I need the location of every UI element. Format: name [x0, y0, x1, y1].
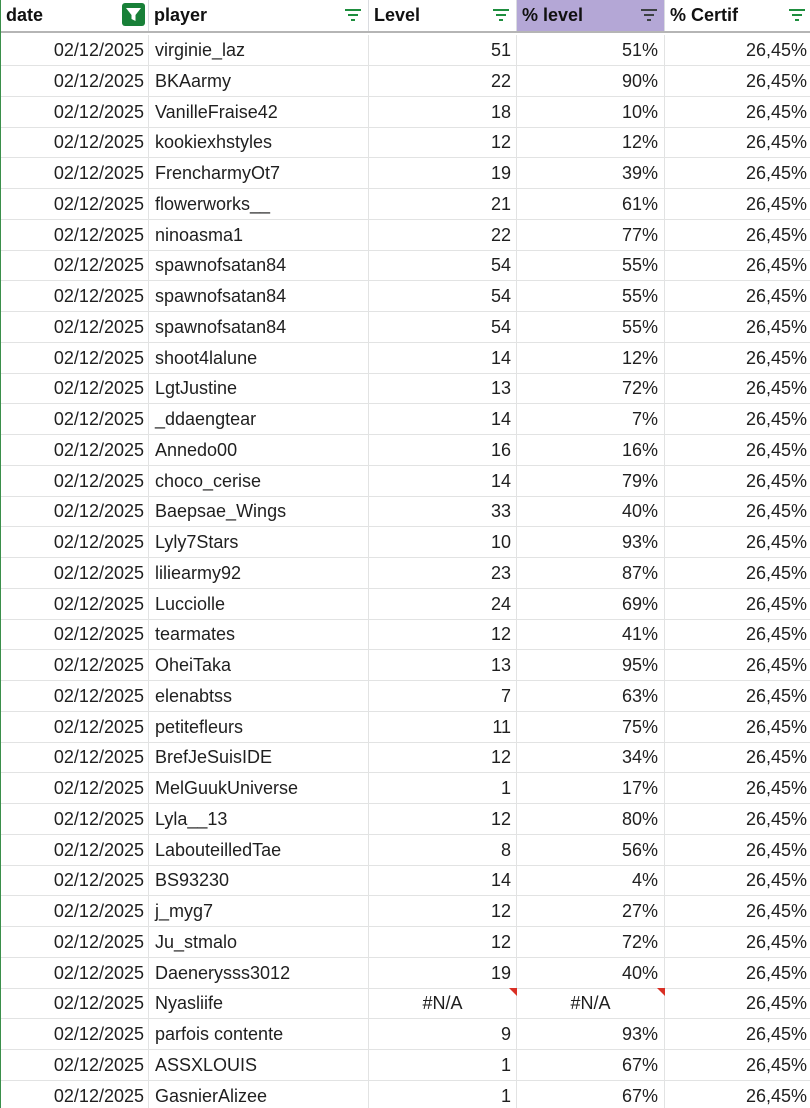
- cell-pct-certif[interactable]: 26,45%: [745, 501, 807, 522]
- cell-date[interactable]: 02/12/2025: [1, 835, 149, 865]
- error-marker: [369, 988, 517, 996]
- cell-pct-certif[interactable]: 26,45%: [745, 655, 807, 675]
- active-filter-button[interactable]: [122, 3, 145, 26]
- cell-date[interactable]: 02/12/2025: [1, 97, 149, 127]
- table-row: [1, 1050, 810, 1081]
- cell-pct-level[interactable]: 93%: [517, 527, 665, 557]
- cell-pct-certif[interactable]: 26,45%: [745, 439, 807, 460]
- cell-pct-certif[interactable]: 26,45%: [745, 316, 807, 337]
- cell-level[interactable]: 19: [369, 158, 517, 188]
- cell-level[interactable]: 8: [369, 835, 517, 865]
- cell-player[interactable]: spawnofsatan84: [149, 312, 369, 342]
- cell-pct-level[interactable]: 10%: [517, 97, 665, 127]
- column-header-pct-level[interactable]: [517, 0, 665, 31]
- cell-level[interactable]: 22: [369, 66, 517, 96]
- column-header-date[interactable]: [1, 0, 149, 31]
- cell-pct-certif[interactable]: 26,45%: [745, 962, 807, 983]
- cell-level[interactable]: 14: [369, 343, 517, 373]
- cell-level[interactable]: 9: [369, 1019, 517, 1049]
- cell-date[interactable]: 02/12/2025: [1, 158, 149, 188]
- cell-pct-certif[interactable]: 26,45%: [745, 132, 807, 153]
- table-row: [1, 343, 810, 374]
- cell-pct-certif[interactable]: 26,45%: [745, 778, 807, 798]
- cell-level[interactable]: #N/A: [369, 988, 517, 1018]
- cell-player[interactable]: Nyasliife: [149, 988, 369, 1018]
- cell-player[interactable]: parfois contente: [149, 1019, 369, 1049]
- table-row: [1, 189, 810, 220]
- cell-pct-level[interactable]: 90%: [517, 66, 665, 96]
- cell-player[interactable]: choco_cerise: [149, 466, 369, 496]
- cell-date[interactable]: 02/12/2025: [1, 742, 149, 772]
- column-header-label: player: [154, 5, 208, 25]
- cell-player[interactable]: flowerworks__: [149, 189, 369, 219]
- table-row: [1, 220, 810, 251]
- cell-pct-level[interactable]: 41%: [517, 619, 665, 649]
- filter-lines-icon[interactable]: [345, 8, 361, 22]
- cell-pct-certif[interactable]: 26,45%: [745, 716, 807, 737]
- cell-date[interactable]: 02/12/2025: [1, 712, 149, 742]
- cell-pct-certif[interactable]: 26,45%: [745, 993, 807, 1014]
- cell-pct-certif[interactable]: 26,45%: [745, 409, 807, 429]
- cell-player[interactable]: OheiTaka: [149, 650, 369, 680]
- cell-date[interactable]: 02/12/2025: [1, 127, 149, 157]
- table-row: [1, 127, 810, 158]
- cell-player[interactable]: elenabtss: [149, 681, 369, 711]
- cell-date[interactable]: 02/12/2025: [1, 927, 149, 957]
- table-row: [1, 496, 810, 527]
- cell-pct-level[interactable]: 93%: [517, 1019, 665, 1049]
- cell-player[interactable]: GasnierAlizee: [149, 1081, 369, 1108]
- cell-level[interactable]: 16: [369, 435, 517, 465]
- filter-lines-icon[interactable]: [789, 8, 805, 22]
- table-row: [1, 988, 810, 1019]
- column-header-label: % Certif: [670, 5, 739, 25]
- cell-pct-level[interactable]: 77%: [517, 220, 665, 250]
- cell-pct-level[interactable]: 72%: [517, 373, 665, 403]
- cell-level[interactable]: 54: [369, 250, 517, 280]
- cell-pct-level[interactable]: 80%: [517, 804, 665, 834]
- cell-player[interactable]: BKAarmy: [149, 66, 369, 96]
- cell-level[interactable]: 1: [369, 1050, 517, 1080]
- cell-level[interactable]: 18: [369, 97, 517, 127]
- cell-player[interactable]: MelGuukUniverse: [149, 773, 369, 803]
- cell-pct-level[interactable]: 40%: [517, 496, 665, 526]
- cell-date[interactable]: 02/12/2025: [1, 896, 149, 926]
- cell-pct-level[interactable]: 4%: [517, 865, 665, 895]
- table-row: [1, 619, 810, 650]
- table-row: [1, 373, 810, 404]
- filter-lines-icon[interactable]: [493, 8, 509, 22]
- column-header-label: % level: [522, 5, 584, 25]
- cell-pct-level[interactable]: 12%: [517, 343, 665, 373]
- table-row: [1, 558, 810, 589]
- cell-player[interactable]: liliearmy92: [149, 558, 369, 588]
- cell-pct-level[interactable]: 7%: [517, 404, 665, 434]
- cell-pct-level[interactable]: 55%: [517, 281, 665, 311]
- cell-pct-certif[interactable]: 26,45%: [745, 685, 807, 706]
- cell-level[interactable]: 11: [369, 712, 517, 742]
- cell-pct-certif[interactable]: 26,45%: [745, 101, 807, 122]
- cell-pct-level[interactable]: 16%: [517, 435, 665, 465]
- cell-pct-certif[interactable]: 26,45%: [745, 901, 807, 921]
- cell-pct-level[interactable]: 40%: [517, 958, 665, 988]
- table-row: [1, 435, 810, 466]
- cell-pct-certif[interactable]: 26,45%: [745, 193, 807, 214]
- cell-level[interactable]: 22: [369, 220, 517, 250]
- error-marker: [517, 988, 665, 996]
- cell-date[interactable]: 02/12/2025: [1, 250, 149, 280]
- cell-level[interactable]: 24: [369, 589, 517, 619]
- table-row: [1, 250, 810, 281]
- cell-pct-certif[interactable]: 26,45%: [745, 224, 807, 245]
- cell-level[interactable]: 51: [369, 35, 517, 65]
- cell-level[interactable]: 54: [369, 312, 517, 342]
- table-row: [1, 404, 810, 435]
- cell-date[interactable]: 02/12/2025: [1, 804, 149, 834]
- table-row: [1, 1081, 810, 1108]
- table-row: [1, 281, 810, 312]
- cell-date[interactable]: 02/12/2025: [1, 589, 149, 619]
- cell-pct-certif[interactable]: 26,45%: [745, 40, 807, 60]
- cell-pct-level[interactable]: 56%: [517, 835, 665, 865]
- table-row: [1, 896, 810, 927]
- cell-player[interactable]: LgtJustine: [149, 373, 369, 403]
- cell-pct-level[interactable]: 67%: [517, 1050, 665, 1080]
- table-row: [1, 712, 810, 743]
- header-row: [1, 0, 810, 33]
- cell-level[interactable]: 12: [369, 927, 517, 957]
- table-row: [1, 527, 810, 558]
- cell-pct-level[interactable]: 61%: [517, 189, 665, 219]
- cell-date[interactable]: 02/12/2025: [1, 373, 149, 403]
- cell-pct-certif[interactable]: 26,45%: [745, 624, 807, 645]
- cell-level[interactable]: 10: [369, 527, 517, 557]
- cell-player[interactable]: petitefleurs: [149, 712, 369, 742]
- cell-player[interactable]: Daenerysss3012: [149, 958, 369, 988]
- cell-pct-certif[interactable]: 26,45%: [745, 839, 807, 860]
- cell-player[interactable]: tearmates: [149, 619, 369, 649]
- cell-level[interactable]: 13: [369, 650, 517, 680]
- cell-pct-certif[interactable]: 26,45%: [745, 255, 807, 276]
- error-indicator-icon: [657, 988, 665, 996]
- cell-player[interactable]: BS93230: [149, 865, 369, 895]
- cell-pct-level[interactable]: 95%: [517, 650, 665, 680]
- table-row: [1, 927, 810, 958]
- cell-player[interactable]: ninoasma1: [149, 220, 369, 250]
- cell-player[interactable]: virginie_laz: [149, 35, 369, 65]
- cell-pct-level[interactable]: 75%: [517, 712, 665, 742]
- cell-pct-level[interactable]: 55%: [517, 250, 665, 280]
- table-row: [1, 804, 810, 835]
- cell-pct-certif[interactable]: 26,45%: [745, 1024, 807, 1044]
- table-row: [1, 312, 810, 343]
- table-row: [1, 466, 810, 497]
- column-header-level[interactable]: [369, 0, 517, 31]
- cell-pct-level[interactable]: 34%: [517, 742, 665, 772]
- cell-level[interactable]: 12: [369, 127, 517, 157]
- cell-pct-certif[interactable]: 26,45%: [745, 1054, 807, 1075]
- cell-level[interactable]: 1: [369, 773, 517, 803]
- cell-pct-certif[interactable]: 26,45%: [745, 286, 807, 306]
- error-indicator-icon: [509, 988, 517, 996]
- cell-date[interactable]: 02/12/2025: [1, 650, 149, 680]
- table-row: [1, 66, 810, 97]
- table-row: [1, 97, 810, 128]
- cell-date[interactable]: 02/12/2025: [1, 435, 149, 465]
- cell-date[interactable]: 02/12/2025: [1, 558, 149, 588]
- cell-pct-certif[interactable]: 26,45%: [745, 378, 807, 399]
- cell-pct-certif[interactable]: 26,45%: [745, 747, 807, 768]
- cell-pct-certif[interactable]: 26,45%: [745, 470, 807, 491]
- table-row: [1, 650, 810, 681]
- cell-level[interactable]: 21: [369, 189, 517, 219]
- cell-pct-level[interactable]: 39%: [517, 158, 665, 188]
- column-header-player[interactable]: [149, 0, 369, 31]
- table-row: [1, 958, 810, 989]
- cell-player[interactable]: spawnofsatan84: [149, 250, 369, 280]
- column-header-label: Level: [374, 5, 421, 25]
- cell-level[interactable]: 12: [369, 804, 517, 834]
- cell-pct-certif[interactable]: 26,45%: [745, 70, 807, 91]
- cell-player[interactable]: VanilleFraise42: [149, 97, 369, 127]
- table-row: [1, 35, 810, 66]
- cell-date[interactable]: 02/12/2025: [1, 1081, 149, 1108]
- cell-level[interactable]: 7: [369, 681, 517, 711]
- table-row: [1, 589, 810, 620]
- cell-date[interactable]: 02/12/2025: [1, 35, 149, 65]
- cell-pct-certif[interactable]: 26,45%: [745, 1085, 807, 1106]
- cell-level[interactable]: 12: [369, 619, 517, 649]
- table-row: [1, 1019, 810, 1050]
- cell-pct-certif[interactable]: 26,45%: [745, 808, 807, 829]
- filter-lines-icon[interactable]: [641, 8, 657, 22]
- cell-player[interactable]: kookiexhstyles: [149, 127, 369, 157]
- cell-pct-certif[interactable]: 26,45%: [745, 532, 807, 552]
- cell-pct-level[interactable]: 27%: [517, 896, 665, 926]
- column-header-pct-certif[interactable]: [665, 0, 810, 31]
- cell-player[interactable]: Annedo00: [149, 435, 369, 465]
- table-row: [1, 773, 810, 804]
- cell-pct-level[interactable]: 12%: [517, 127, 665, 157]
- cell-level[interactable]: 33: [369, 496, 517, 526]
- cell-date[interactable]: 02/12/2025: [1, 527, 149, 557]
- cell-pct-level[interactable]: 72%: [517, 927, 665, 957]
- cell-player[interactable]: _ddaengtear: [149, 404, 369, 434]
- cell-date[interactable]: 02/12/2025: [1, 496, 149, 526]
- cell-player[interactable]: FrencharmyOt7: [149, 158, 369, 188]
- cell-level[interactable]: 14: [369, 404, 517, 434]
- cell-level[interactable]: 54: [369, 281, 517, 311]
- cell-level[interactable]: 1: [369, 1081, 517, 1108]
- cell-pct-level[interactable]: 87%: [517, 558, 665, 588]
- cell-pct-certif[interactable]: 26,45%: [745, 562, 807, 583]
- cell-player[interactable]: shoot4lalune: [149, 343, 369, 373]
- cell-player[interactable]: Lyla__13: [149, 804, 369, 834]
- cell-date[interactable]: 02/12/2025: [1, 189, 149, 219]
- cell-level[interactable]: 13: [369, 373, 517, 403]
- cell-date[interactable]: 02/12/2025: [1, 220, 149, 250]
- cell-player[interactable]: ASSXLOUIS: [149, 1050, 369, 1080]
- cell-date[interactable]: 02/12/2025: [1, 312, 149, 342]
- cell-level[interactable]: 12: [369, 896, 517, 926]
- cell-player[interactable]: spawnofsatan84: [149, 281, 369, 311]
- cell-date[interactable]: 02/12/2025: [1, 66, 149, 96]
- cell-date[interactable]: 02/12/2025: [1, 343, 149, 373]
- filter-funnel-icon: [122, 3, 145, 26]
- cell-date[interactable]: 02/12/2025: [1, 1050, 149, 1080]
- column-header-label: date: [6, 5, 44, 25]
- cell-date[interactable]: 02/12/2025: [1, 958, 149, 988]
- cell-player[interactable]: Baepsae_Wings: [149, 496, 369, 526]
- cell-level[interactable]: 12: [369, 742, 517, 772]
- cell-date[interactable]: 02/12/2025: [1, 619, 149, 649]
- cell-date[interactable]: 02/12/2025: [1, 681, 149, 711]
- cell-pct-level[interactable]: 79%: [517, 466, 665, 496]
- cell-player[interactable]: LabouteilledTae: [149, 835, 369, 865]
- table-row: [1, 742, 810, 773]
- table-row: [1, 158, 810, 189]
- cell-pct-level[interactable]: #N/A: [517, 988, 665, 1018]
- cell-pct-level[interactable]: 67%: [517, 1081, 665, 1108]
- cell-pct-level[interactable]: 51%: [517, 35, 665, 65]
- cell-pct-certif[interactable]: 26,45%: [745, 163, 807, 183]
- table-row: [1, 835, 810, 866]
- cell-date[interactable]: 02/12/2025: [1, 865, 149, 895]
- cell-level[interactable]: 14: [369, 865, 517, 895]
- cell-pct-certif[interactable]: 26,45%: [745, 931, 807, 952]
- cell-level[interactable]: 14: [369, 466, 517, 496]
- cell-player[interactable]: Lyly7Stars: [149, 527, 369, 557]
- cell-level[interactable]: 23: [369, 558, 517, 588]
- table-row: [1, 681, 810, 712]
- cell-pct-level[interactable]: 69%: [517, 589, 665, 619]
- cell-player[interactable]: Lucciolle: [149, 589, 369, 619]
- cell-pct-certif[interactable]: 26,45%: [745, 870, 807, 891]
- cell-date[interactable]: 02/12/2025: [1, 988, 149, 1018]
- cell-date[interactable]: 02/12/2025: [1, 281, 149, 311]
- cell-pct-level[interactable]: 17%: [517, 773, 665, 803]
- cell-pct-level[interactable]: 63%: [517, 681, 665, 711]
- cell-pct-level[interactable]: 55%: [517, 312, 665, 342]
- cell-pct-certif[interactable]: 26,45%: [745, 593, 807, 614]
- cell-date[interactable]: 02/12/2025: [1, 773, 149, 803]
- cell-pct-certif[interactable]: 26,45%: [745, 347, 807, 368]
- cell-date[interactable]: 02/12/2025: [1, 466, 149, 496]
- cell-player[interactable]: Ju_stmalo: [149, 927, 369, 957]
- cell-player[interactable]: BrefJeSuisIDE: [149, 742, 369, 772]
- cell-date[interactable]: 02/12/2025: [1, 1019, 149, 1049]
- cell-date[interactable]: 02/12/2025: [1, 404, 149, 434]
- cell-player[interactable]: j_myg7: [149, 896, 369, 926]
- table-row: [1, 865, 810, 896]
- cell-level[interactable]: 19: [369, 958, 517, 988]
